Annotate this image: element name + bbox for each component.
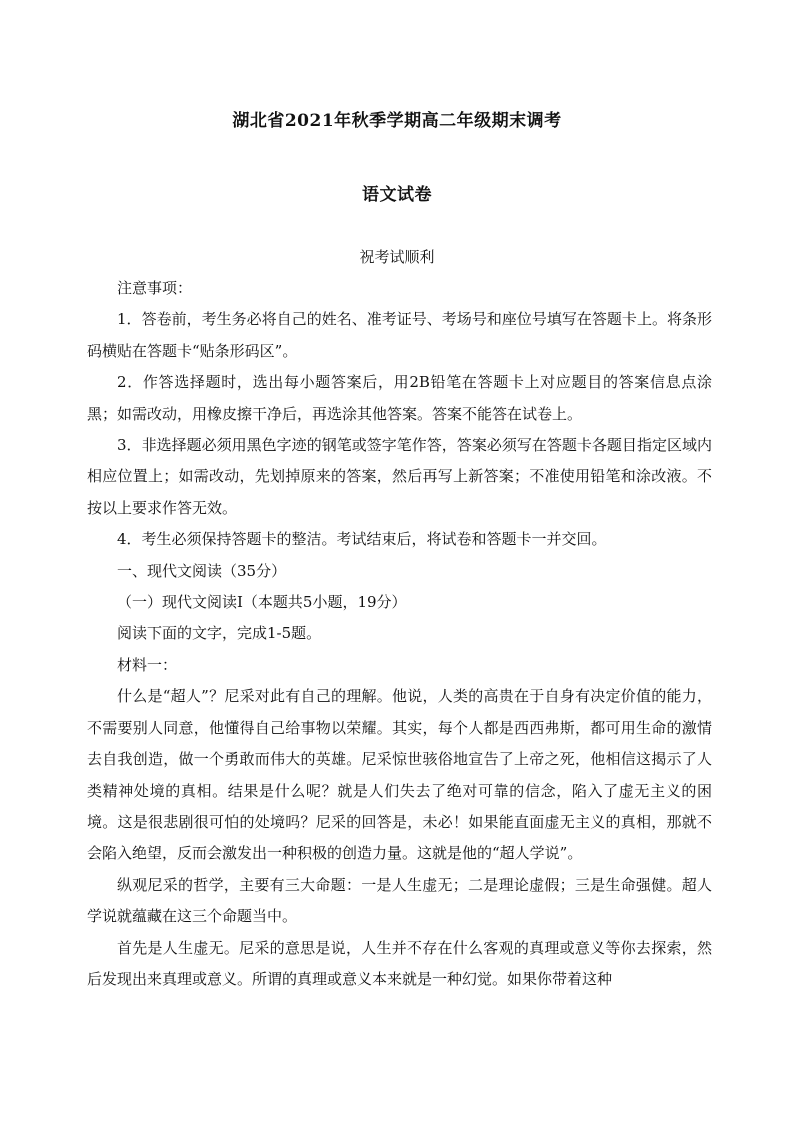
note-item-2: 2．作答选择题时，选出每小题答案后，用2B铅笔在答题卡上对应题目的答案信息点涂黑；如需改动，用橡皮擦干净后，再选涂其他答案。答案不能答在试卷上。 — [87, 373, 712, 423]
exam-body — [87, 273, 712, 995]
material-paragraph-2: 纵观尼采的哲学，主要有三大命题：一是人生虚无；二是理论虚假；三是生命强健。超人学说就蕴藏在这三个命题当中。 — [87, 875, 712, 926]
exam-main-title: 湖北省2021年秋季学期高二年级期末调考 — [232, 111, 562, 131]
material-paragraph-1: 什么是“超人”？尼采对此有自己的理解。他说，人类的高贵在于自身有决定价值的能力，不需要别人同意，他懂得自己给事物以荣耀。其实，每个人都是西西弗斯，都可用生命的激情去自我创造，做一个勇敢而伟大的英雄。尼采惊世骇俗地宣告了上帝之死，他相信这揭示了人类精神处境的真相。结果是什么呢？就是人们失去了绝对可靠的信念，陷入了虚无主义的困境。这是很悲剧很可怕的处境吗？尼采的回答是，未必！如果能直面虚无主义的真相，那就不会陷入绝望，反而会激发出一种积极的创造力量。这就是他的“超人学说”。 — [87, 687, 712, 863]
note-item-3: 3．非选择题必须用黑色字迹的钢笔或签字笔作答，答案必须写在答题卡各题目指定区域内相应位置上；如需改动，先划掉原来的答案，然后再写上新答案；不准使用铅笔和涂改液。不按以上要求作答无效。 — [87, 436, 712, 517]
notes-heading: 注意事项： — [117, 279, 193, 297]
material-label: 材料一： — [117, 655, 178, 674]
subject-title: 语文试卷 — [362, 185, 432, 205]
note-item-4: 4．考生必须保持答题卡的整洁。考试结束后，将试卷和答题卡一并交回。 — [117, 530, 607, 549]
note-item-1: 1．答卷前，考生务必将自己的姓名、准考证号、考场号和座位号填写在答题卡上。将条形码横贴在答题卡“贴条形码区”。 — [87, 310, 712, 360]
section-subheading: （一）现代文阅读I（本题共5小题，19分） — [117, 593, 407, 612]
reading-instruction: 阅读下面的文字，完成1-5题。 — [117, 624, 322, 643]
material-paragraph-3: 首先是人生虚无。尼采的意思是说，人生并不存在什么客观的真理或意义等你去探索，然后发现出来真理或意义。所谓的真理或意义本来就是一种幻觉。如果你带着这种 — [87, 938, 712, 988]
good-luck-line: 祝考试顺利 — [359, 248, 435, 266]
section-heading: 一、现代文阅读（35分） — [117, 561, 287, 580]
